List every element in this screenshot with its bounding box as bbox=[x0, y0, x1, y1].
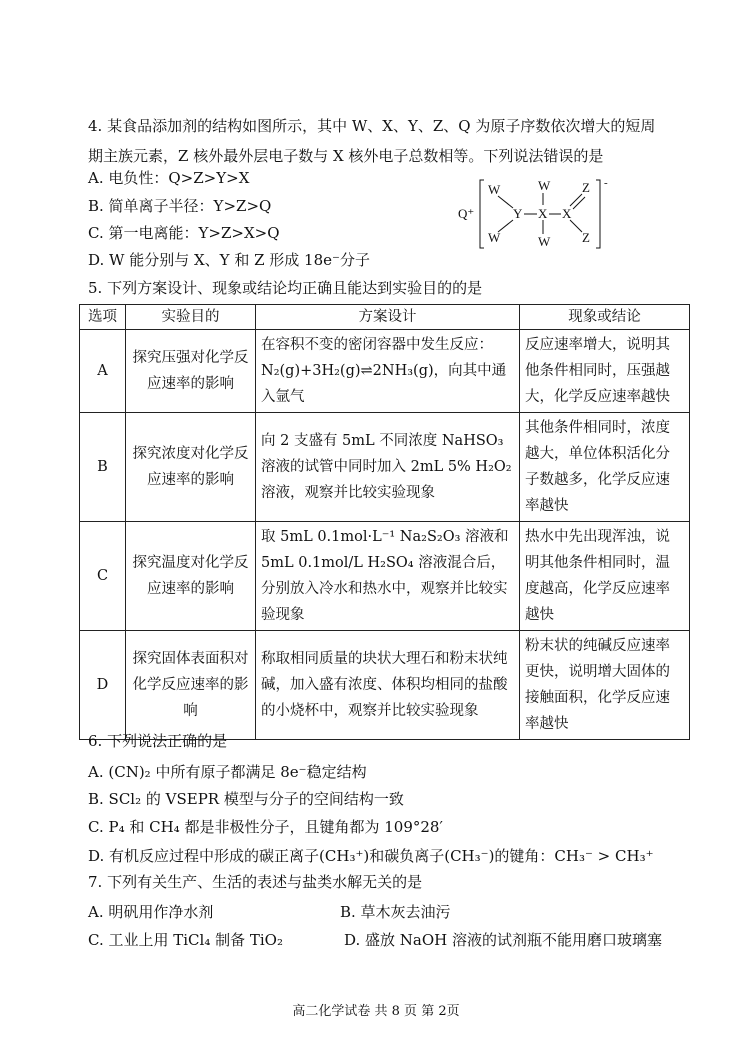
row-plan: 在容积不变的密闭容器中发生反应：N₂(g)+3H₂(g)⇌2NH₃(g)，向其中通入氩气 bbox=[256, 330, 520, 413]
atom-w3: W bbox=[538, 178, 551, 193]
atom-z1: Z bbox=[582, 180, 590, 195]
q6-option-d: D. 有机反应过程中形成的碳正离子(CH₃⁺)和碳负离子(CH₃⁻)的键角：CH₃⁻ > CH₃⁺ bbox=[88, 847, 654, 865]
row-result: 反应速率增大，说明其他条件相同时，压强越大，化学反应速率越快 bbox=[520, 330, 690, 413]
page-footer: 高二化学试卷 共 8 页 第 2页 bbox=[292, 1004, 460, 1019]
row-aim: 探究温度对化学反应速率的影响 bbox=[126, 522, 256, 631]
row-aim: 探究浓度对化学反应速率的影响 bbox=[126, 413, 256, 522]
q7-stem: 7. 下列有关生产、生活的表述与盐类水解无关的是 bbox=[88, 873, 423, 891]
q6-option-a: A. (CN)₂ 中所有原子都满足 8e⁻稳定结构 bbox=[88, 763, 367, 781]
header-aim: 实验目的 bbox=[126, 305, 256, 330]
q4-option-d: D. W 能分别与 X、Y 和 Z 形成 18e⁻分子 bbox=[88, 251, 370, 269]
atom-x: X bbox=[538, 206, 548, 221]
row-option: B bbox=[80, 413, 126, 522]
q5-stem: 5. 下列方案设计、现象或结论均正确且能达到实验目的的是 bbox=[88, 279, 483, 297]
q7-option-d: D. 盛放 NaOH 溶液的试剂瓶不能用磨口玻璃塞 bbox=[344, 931, 663, 949]
q7-option-b: B. 草木灰去油污 bbox=[340, 903, 451, 921]
q4-stem-line2: 期主族元素，Z 核外最外层电子数与 X 核外电子总数相等。下列说法错误的是 bbox=[88, 147, 604, 165]
atom-x2: X bbox=[562, 206, 572, 221]
q4-stem-line1: 4. 某食品添加剂的结构如图所示，其中 W、X、Y、Z、Q 为原子序数依次增大的短周 bbox=[88, 117, 656, 135]
q7-option-c: C. 工业上用 TiCl₄ 制备 TiO₂ bbox=[88, 931, 283, 949]
q6-option-c: C. P₄ 和 CH₄ 都是非极性分子，且键角都为 109°28′ bbox=[88, 818, 443, 836]
q7-option-a: A. 明矾用作净水剂 bbox=[88, 903, 214, 921]
row-result: 其他条件相同时，浓度越大，单位体积活化分子数越多，化学反应速率越快 bbox=[520, 413, 690, 522]
molecular-structure-diagram bbox=[458, 176, 618, 252]
q4-option-b: B. 简单离子半径：Y>Z>Q bbox=[88, 197, 272, 215]
atom-w4: W bbox=[538, 234, 551, 249]
q6-option-b: B. SCl₂ 的 VSEPR 模型与分子的空间结构一致 bbox=[88, 790, 404, 808]
row-option: D bbox=[80, 631, 126, 740]
row-plan: 称取相同质量的块状大理石和粉末状纯碱，加入盛有浓度、体积均相同的盐酸的小烧杯中，观察并比较实验现象 bbox=[256, 631, 520, 740]
row-option: A bbox=[80, 330, 126, 413]
q4-option-c: C. 第一电离能：Y>Z>X>Q bbox=[88, 224, 280, 242]
table-row bbox=[80, 413, 690, 522]
table-row bbox=[80, 522, 690, 631]
structure-cation: Q⁺ bbox=[458, 206, 475, 221]
row-result: 热水中先出现浑浊，说明其他条件相同时，温度越高，化学反应速率越快 bbox=[520, 522, 690, 631]
table-row bbox=[80, 330, 690, 413]
atom-w2: W bbox=[488, 230, 501, 245]
experiment-table bbox=[79, 304, 690, 740]
row-aim: 探究压强对化学反应速率的影响 bbox=[126, 330, 256, 413]
header-option: 选项 bbox=[80, 305, 126, 330]
header-plan: 方案设计 bbox=[256, 305, 520, 330]
row-plan: 取 5mL 0.1mol·L⁻¹ Na₂S₂O₃ 溶液和 5mL 0.1mol/L H₂SO₄ 溶液混合后，分别放入冷水和热水中，观察并比较实验现象 bbox=[256, 522, 520, 631]
header-result: 现象或结论 bbox=[520, 305, 690, 330]
row-aim: 探究固体表面积对化学反应速率的影响 bbox=[126, 631, 256, 740]
q4-option-a: A. 电负性：Q>Z>Y>X bbox=[88, 169, 250, 187]
row-plan: 向 2 支盛有 5mL 不同浓度 NaHSO₃ 溶液的试管中同时加入 2mL 5% H₂O₂ 溶液，观察并比较实验现象 bbox=[256, 413, 520, 522]
atom-y: Y bbox=[513, 206, 523, 221]
atom-w1: W bbox=[488, 182, 501, 197]
table-row bbox=[80, 631, 690, 740]
q6-stem: 6. 下列说法正确的是 bbox=[88, 732, 228, 750]
atom-z2: Z bbox=[582, 230, 590, 245]
row-option: C bbox=[80, 522, 126, 631]
structure-charge: - bbox=[604, 177, 608, 189]
row-result: 粉末状的纯碱反应速率更快，说明增大固体的接触面积，化学反应速率越快 bbox=[520, 631, 690, 740]
table-header-row bbox=[80, 305, 690, 330]
